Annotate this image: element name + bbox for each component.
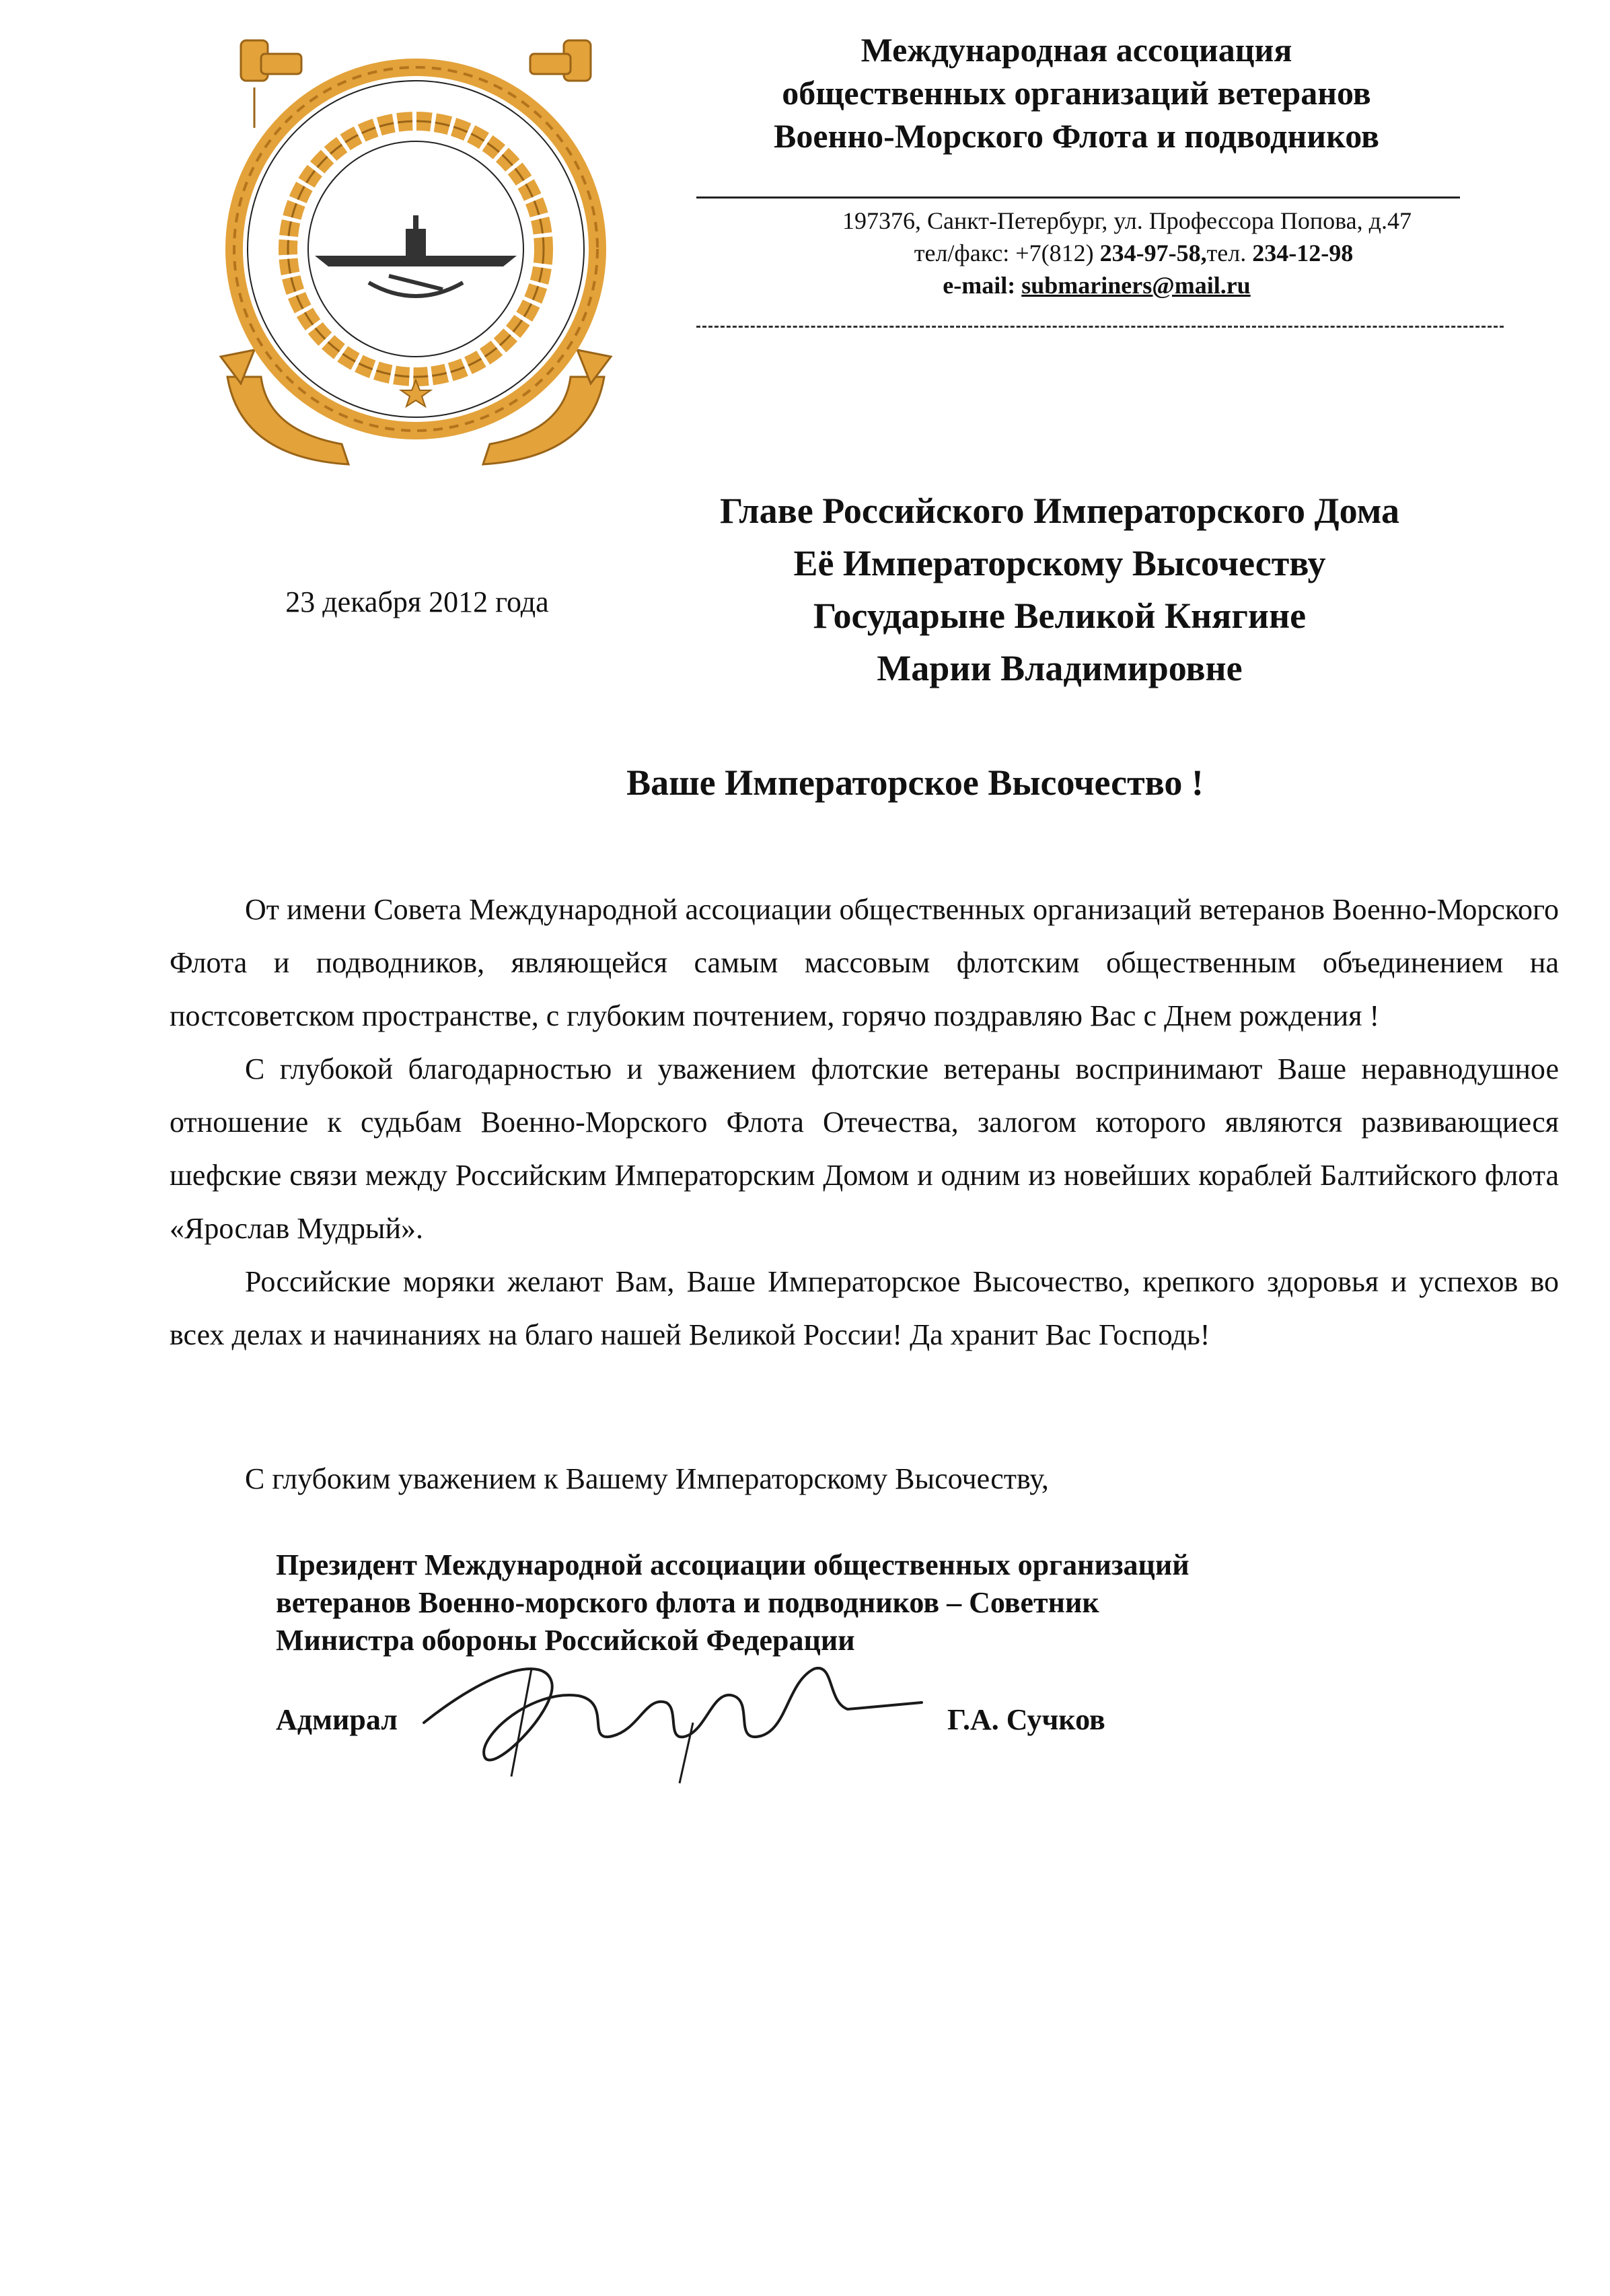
email-label: e-mail:	[943, 272, 1022, 299]
organization-name	[680, 28, 1473, 157]
email-line	[700, 268, 1494, 303]
org-line-3: Военно-Морского Флота и подводников	[774, 117, 1379, 155]
recipient-block	[646, 485, 1473, 694]
paragraph-1: От имени Совета Международной ассоциации общественных организаций ветеранов Военно-Морского Флота и подводников, являющейся самым массовым флотским общественным объединением на постсоветском пространстве, с глубоким почтением, горячо поздравляю Вас с Днем рождения !	[170, 893, 1559, 1032]
signer-name: Г.А. Сучков	[947, 1703, 1105, 1736]
signer-rank: Адмирал	[276, 1703, 398, 1736]
signer-title-line-2: ветеранов Военно-морского флота и подводников – Советник	[276, 1586, 1099, 1619]
phone-mid: тел.	[1206, 240, 1253, 266]
recipient-line-3: Государыне Великой Княгине	[813, 596, 1307, 636]
closing-line: С глубоким уважением к Вашему Императорскому Высочеству,	[245, 1462, 1049, 1495]
header-rule-bottom	[696, 326, 1504, 328]
org-line-1: Международная ассоциация	[861, 31, 1292, 69]
phone-prefix: тел/факс: +7(812)	[914, 240, 1100, 266]
paragraph-3: Российские моряки желают Вам, Ваше Императорское Высочество, крепкого здоровья и успехов во всех делах и начинаниях на благо нашей Великой России! Да хранит Вас Господь!	[170, 1265, 1559, 1351]
association-emblem	[214, 27, 618, 491]
recipient-line-2: Её Императорскому Высочеству	[793, 543, 1326, 583]
signer-title-line-1: Президент Международной ассоциации общественных организаций	[276, 1548, 1190, 1581]
paragraph-2: С глубокой благодарностью и уважением флотские ветераны воспринимают Ваше неравнодушное отношение к судьбам Военно-Морского Флота Отечества, залогом которого являются развивающиеся шефские связи между Российским Императорским Домом и одним из новейших кораблей Балтийского флота «Ярослав Мудрый».	[170, 1052, 1559, 1245]
phone-1: 234-97-58,	[1099, 240, 1207, 266]
recipient-line-1: Главе Российского Императорского Дома	[720, 491, 1399, 531]
recipient-line-4: Марии Владимировне	[877, 648, 1243, 688]
handwritten-signature	[410, 1642, 949, 1790]
header-rule-top	[696, 196, 1460, 199]
signer-title-line-3: Министра обороны Российской Федерации	[276, 1624, 855, 1657]
phone-2: 234-12-98	[1252, 240, 1354, 266]
letter-date: 23 декабря 2012 года	[285, 585, 549, 618]
salutation: Ваше Императорское Высочество !	[626, 762, 1204, 803]
letter-body	[170, 883, 1559, 1361]
email-link[interactable]: submariners@mail.ru	[1021, 272, 1251, 299]
phone-line	[700, 236, 1494, 271]
org-line-2: общественных организаций ветеранов	[782, 74, 1371, 112]
address: 197376, Санкт-Петербург, ул. Профессора Попова, д.47	[842, 207, 1412, 234]
